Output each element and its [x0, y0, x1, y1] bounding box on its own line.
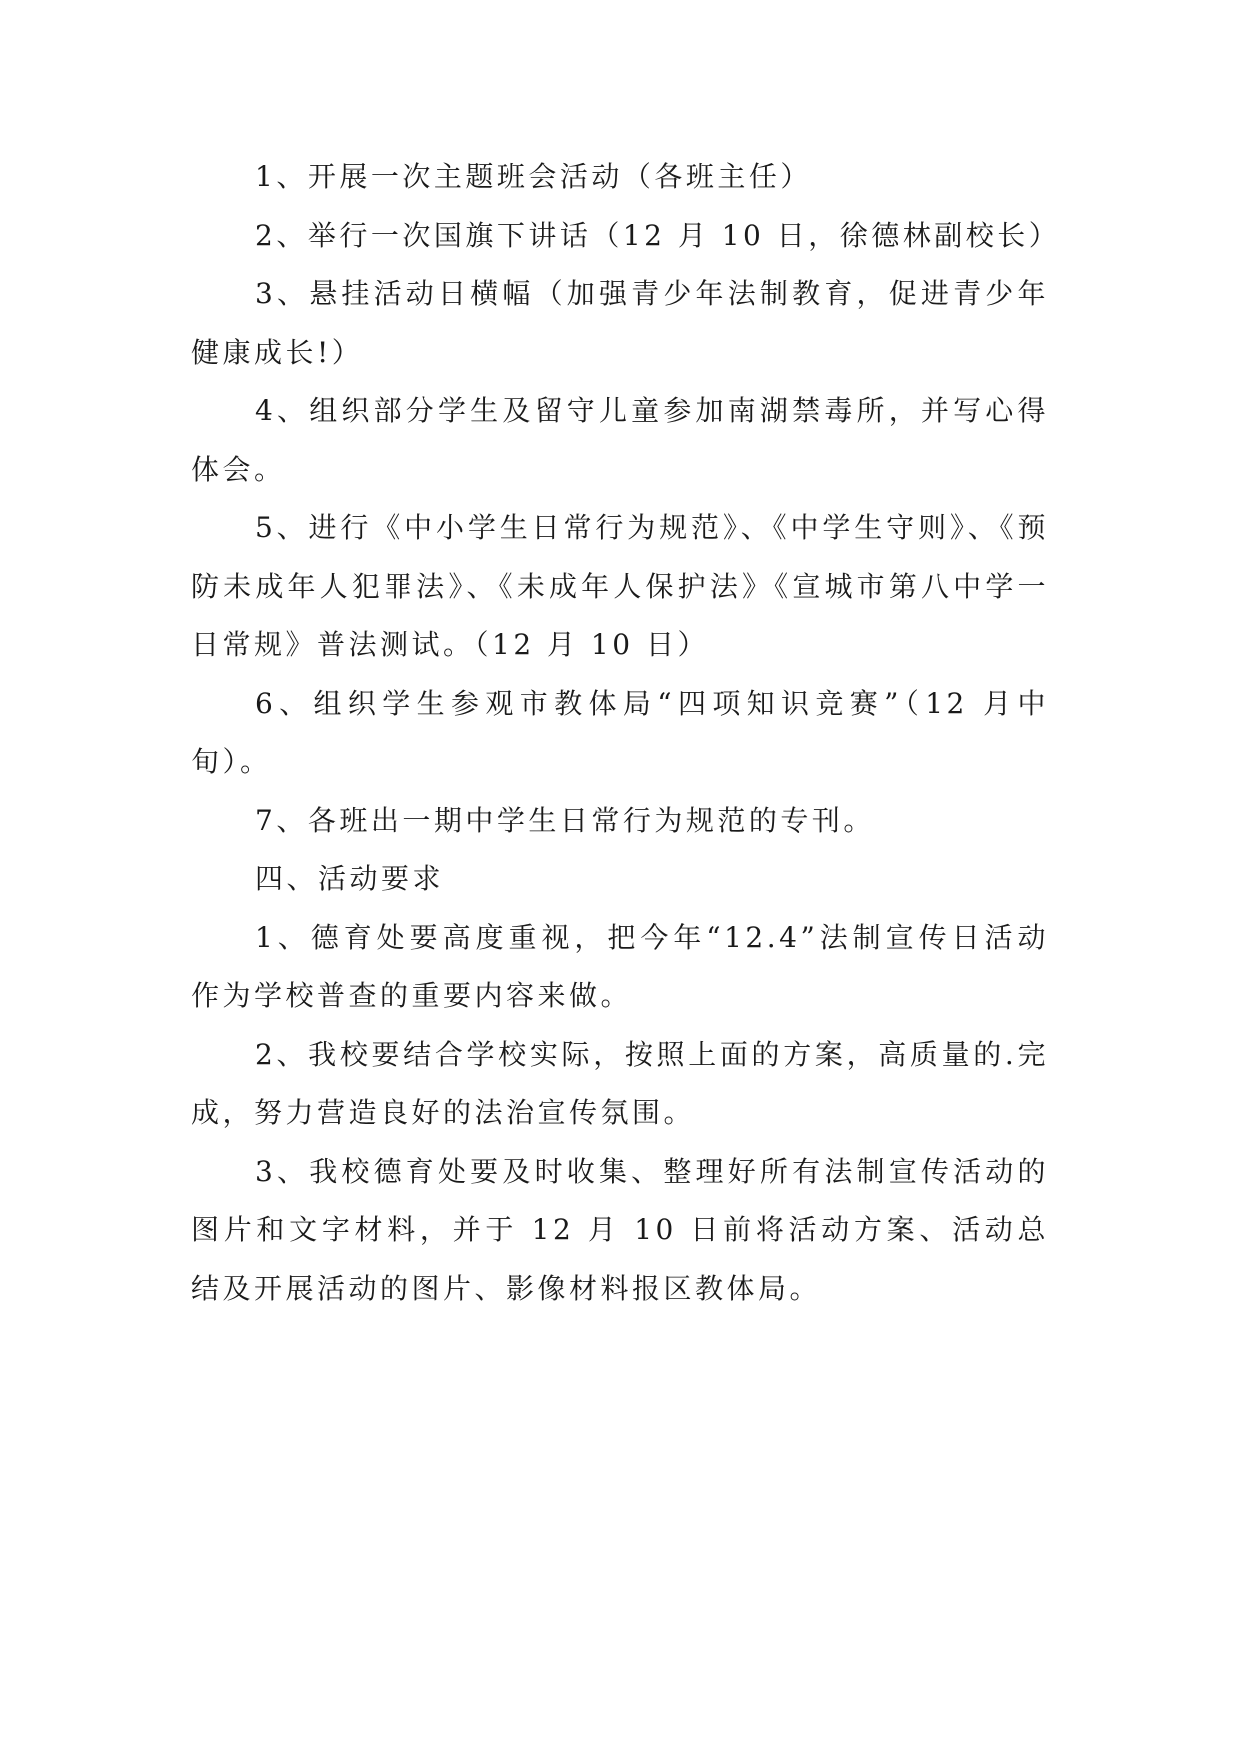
item-theme-class-meeting: 1、开展一次主题班会活动（各班主任） — [255, 160, 812, 193]
item-law-test: 5、进行《中小学生日常行为规范》、《中学生守则》、《预防未成年人犯罪法》、《未成年人保护法》《宣城市第八中学一日常规》普法测试。（12 月 10 日） — [191, 511, 1049, 661]
item-flag-speech: 2、举行一次国旗下讲话（12 月 10 日，徐德林副校长） — [255, 218, 1061, 252]
section-heading-requirements: 四、活动要求 — [255, 862, 445, 895]
requirement-implementation: 2、我校要结合学校实际，按照上面的方案，高质量的.完成，努力营造良好的法治宣传氛围。 — [191, 1037, 1049, 1129]
requirement-attention: 1、德育处要高度重视，把今年“12.4”法制宣传日活动作为学校普查的重要内容来做。 — [191, 920, 1049, 1012]
document-body — [191, 148, 1061, 1318]
item-drug-rehab-visit: 4、组织部分学生及留守儿童参加南湖禁毒所，并写心得体会。 — [191, 394, 1049, 486]
item-class-bulletin: 7、各班出一期中学生日常行为规范的专刊。 — [255, 803, 875, 837]
item-banner: 3、悬挂活动日横幅（加强青少年法制教育，促进青少年健康成长!） — [191, 277, 1049, 369]
item-knowledge-contest: 6、组织学生参观市教体局“四项知识竞赛”（12 月中旬）。 — [191, 686, 1049, 778]
requirement-materials: 3、我校德育处要及时收集、整理好所有法制宣传活动的图片和文字材料，并于 12 月 10 日前将活动方案、活动总结及开展活动的图片、影像材料报区教体局。 — [191, 1154, 1049, 1305]
